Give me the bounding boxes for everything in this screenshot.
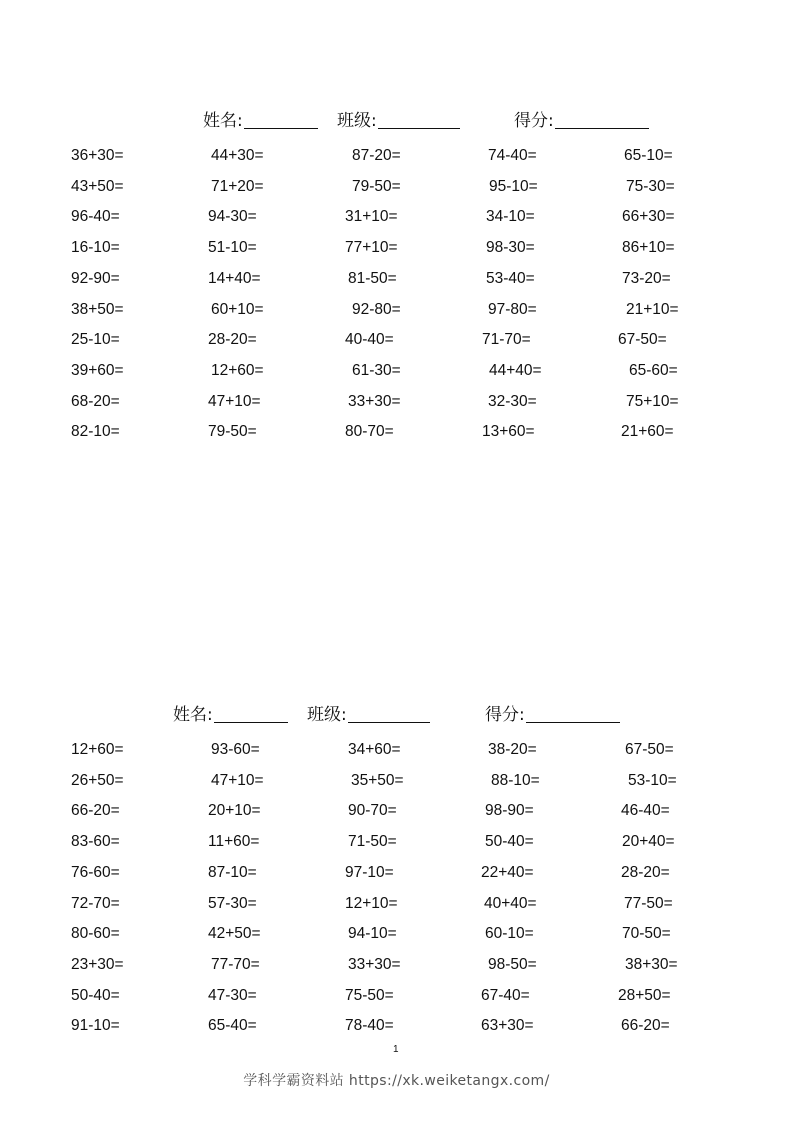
- arithmetic-problem: 91-10=: [71, 1017, 120, 1035]
- arithmetic-problem: 21+60=: [621, 423, 674, 441]
- arithmetic-problem: 95-10=: [489, 177, 538, 195]
- arithmetic-problem: 33+30=: [348, 392, 401, 410]
- arithmetic-problem: 47-30=: [208, 986, 257, 1004]
- arithmetic-problem: 31+10=: [345, 208, 398, 226]
- arithmetic-problem: 34-10=: [486, 208, 535, 226]
- arithmetic-problem: 71-70=: [482, 331, 531, 349]
- arithmetic-problem: 11+60=: [208, 833, 260, 851]
- arithmetic-problem: 40+40=: [484, 894, 537, 912]
- arithmetic-problem: 65-60=: [629, 361, 678, 379]
- watermark-footer: 学科学霸资料站 https://xk.weiketangx.com/: [243, 1073, 550, 1089]
- arithmetic-problem: 92-90=: [71, 269, 120, 287]
- arithmetic-problem: 78-40=: [345, 1017, 394, 1035]
- arithmetic-problem: 96-40=: [71, 208, 120, 226]
- arithmetic-problem: 66-20=: [621, 1017, 670, 1035]
- arithmetic-problem: 98-30=: [486, 239, 535, 257]
- arithmetic-problem: 65-10=: [624, 147, 673, 164]
- arithmetic-problem: 67-50=: [625, 741, 674, 758]
- arithmetic-problem: 76-60=: [71, 863, 120, 881]
- arithmetic-problem: 12+10=: [345, 894, 398, 912]
- arithmetic-problem: 28-20=: [208, 331, 257, 349]
- arithmetic-problem: 71-50=: [348, 833, 397, 851]
- arithmetic-problem: 40-40=: [345, 331, 394, 349]
- class-label: 班级:: [337, 111, 377, 131]
- arithmetic-problem: 23+30=: [71, 955, 124, 973]
- arithmetic-problem: 13+60=: [482, 423, 535, 441]
- arithmetic-problem: 44+40=: [489, 361, 542, 379]
- arithmetic-problem: 63+30=: [481, 1017, 534, 1035]
- arithmetic-problem: 22+40=: [481, 863, 534, 881]
- score-blank-line[interactable]: [555, 114, 649, 129]
- arithmetic-problem: 67-40=: [481, 986, 530, 1004]
- arithmetic-problem: 75+10=: [626, 392, 679, 410]
- name-field: [203, 106, 318, 131]
- arithmetic-problem: 61-30=: [352, 361, 401, 379]
- arithmetic-problem: 50-40=: [71, 986, 120, 1004]
- arithmetic-problem: 39+60=: [71, 361, 124, 379]
- class-blank-line[interactable]: [378, 114, 460, 129]
- arithmetic-problem: 98-90=: [485, 802, 534, 820]
- arithmetic-problem: 46-40=: [621, 802, 670, 820]
- arithmetic-problem: 94-30=: [208, 208, 257, 226]
- arithmetic-problem: 60-10=: [485, 925, 534, 943]
- arithmetic-problem: 21+10=: [626, 300, 679, 318]
- arithmetic-problem: 79-50=: [352, 177, 401, 195]
- arithmetic-problem: 75-30=: [626, 177, 675, 195]
- arithmetic-problem: 12+60=: [71, 741, 124, 758]
- arithmetic-problem: 14+40=: [208, 269, 261, 287]
- arithmetic-problem: 38+30=: [625, 955, 678, 973]
- arithmetic-problem: 33+30=: [348, 955, 401, 973]
- arithmetic-problem: 70-50=: [622, 925, 671, 943]
- arithmetic-problem: 20+10=: [208, 802, 261, 820]
- arithmetic-problem: 12+60=: [211, 361, 264, 379]
- arithmetic-problem: 47+10=: [208, 392, 261, 410]
- arithmetic-problem: 80-70=: [345, 423, 394, 441]
- arithmetic-problem: 28-20=: [621, 863, 670, 881]
- name-blank-line[interactable]: [244, 114, 318, 129]
- page-number: 1: [393, 1044, 399, 1055]
- arithmetic-problem: 88-10=: [491, 771, 540, 789]
- arithmetic-problem: 98-50=: [488, 955, 537, 973]
- arithmetic-problem: 26+50=: [71, 771, 124, 789]
- arithmetic-problem: 77-50=: [624, 894, 673, 912]
- arithmetic-problem: 97-80=: [488, 300, 537, 318]
- arithmetic-problem: 92-80=: [352, 300, 401, 318]
- name-label: 姓名:: [203, 111, 243, 131]
- arithmetic-problem: 32-30=: [488, 392, 537, 410]
- arithmetic-problem: 53-40=: [486, 269, 535, 287]
- arithmetic-problem: 75-50=: [345, 986, 394, 1004]
- arithmetic-problem: 38-20=: [488, 741, 537, 758]
- arithmetic-problem: 28+50=: [618, 986, 671, 1004]
- name-label: 姓名:: [173, 705, 213, 725]
- arithmetic-problem: 71+20=: [211, 177, 264, 195]
- arithmetic-problem: 87-20=: [352, 147, 401, 164]
- score-field: [514, 106, 649, 131]
- arithmetic-problem: 16-10=: [71, 239, 120, 257]
- score-blank-line[interactable]: [526, 708, 620, 723]
- class-field: [307, 700, 430, 725]
- arithmetic-problem: 44+30=: [211, 147, 264, 164]
- arithmetic-problem: 74-40=: [488, 147, 537, 164]
- arithmetic-problem: 80-60=: [71, 925, 120, 943]
- name-blank-line[interactable]: [214, 708, 288, 723]
- name-field: [173, 700, 288, 725]
- class-label: 班级:: [307, 705, 347, 725]
- arithmetic-problem: 83-60=: [71, 833, 120, 851]
- arithmetic-problem: 68-20=: [71, 392, 120, 410]
- arithmetic-problem: 72-70=: [71, 894, 120, 912]
- arithmetic-problem: 60+10=: [211, 300, 264, 318]
- arithmetic-problem: 77-70=: [211, 955, 260, 973]
- arithmetic-problem: 93-60=: [211, 741, 260, 758]
- arithmetic-problem: 73-20=: [622, 269, 671, 287]
- arithmetic-problem: 25-10=: [71, 331, 120, 349]
- arithmetic-problem: 82-10=: [71, 423, 120, 441]
- arithmetic-problem: 34+60=: [348, 741, 401, 758]
- arithmetic-problem: 57-30=: [208, 894, 257, 912]
- arithmetic-problem: 35+50=: [351, 771, 404, 789]
- score-field: [485, 700, 620, 725]
- arithmetic-problem: 66+30=: [622, 208, 675, 226]
- arithmetic-problem: 87-10=: [208, 863, 257, 881]
- score-label: 得分:: [514, 111, 554, 131]
- arithmetic-problem: 47+10=: [211, 771, 264, 789]
- class-field: [337, 106, 460, 131]
- arithmetic-problem: 36+30=: [71, 147, 124, 164]
- score-label: 得分:: [485, 705, 525, 725]
- arithmetic-problem: 77+10=: [345, 239, 398, 257]
- arithmetic-problem: 53-10=: [628, 771, 677, 789]
- arithmetic-problem: 66-20=: [71, 802, 120, 820]
- arithmetic-problem: 97-10=: [345, 863, 394, 881]
- arithmetic-problem: 50-40=: [485, 833, 534, 851]
- arithmetic-problem: 86+10=: [622, 239, 675, 257]
- arithmetic-problem: 42+50=: [208, 925, 261, 943]
- arithmetic-problem: 94-10=: [348, 925, 397, 943]
- arithmetic-problem: 67-50=: [618, 331, 667, 349]
- arithmetic-problem: 79-50=: [208, 423, 257, 441]
- arithmetic-problem: 43+50=: [71, 177, 124, 195]
- class-blank-line[interactable]: [348, 708, 430, 723]
- arithmetic-problem: 90-70=: [348, 802, 397, 820]
- arithmetic-problem: 81-50=: [348, 269, 397, 287]
- arithmetic-problem: 38+50=: [71, 300, 124, 318]
- arithmetic-problem: 65-40=: [208, 1017, 257, 1035]
- arithmetic-problem: 20+40=: [622, 833, 675, 851]
- arithmetic-problem: 51-10=: [208, 239, 257, 257]
